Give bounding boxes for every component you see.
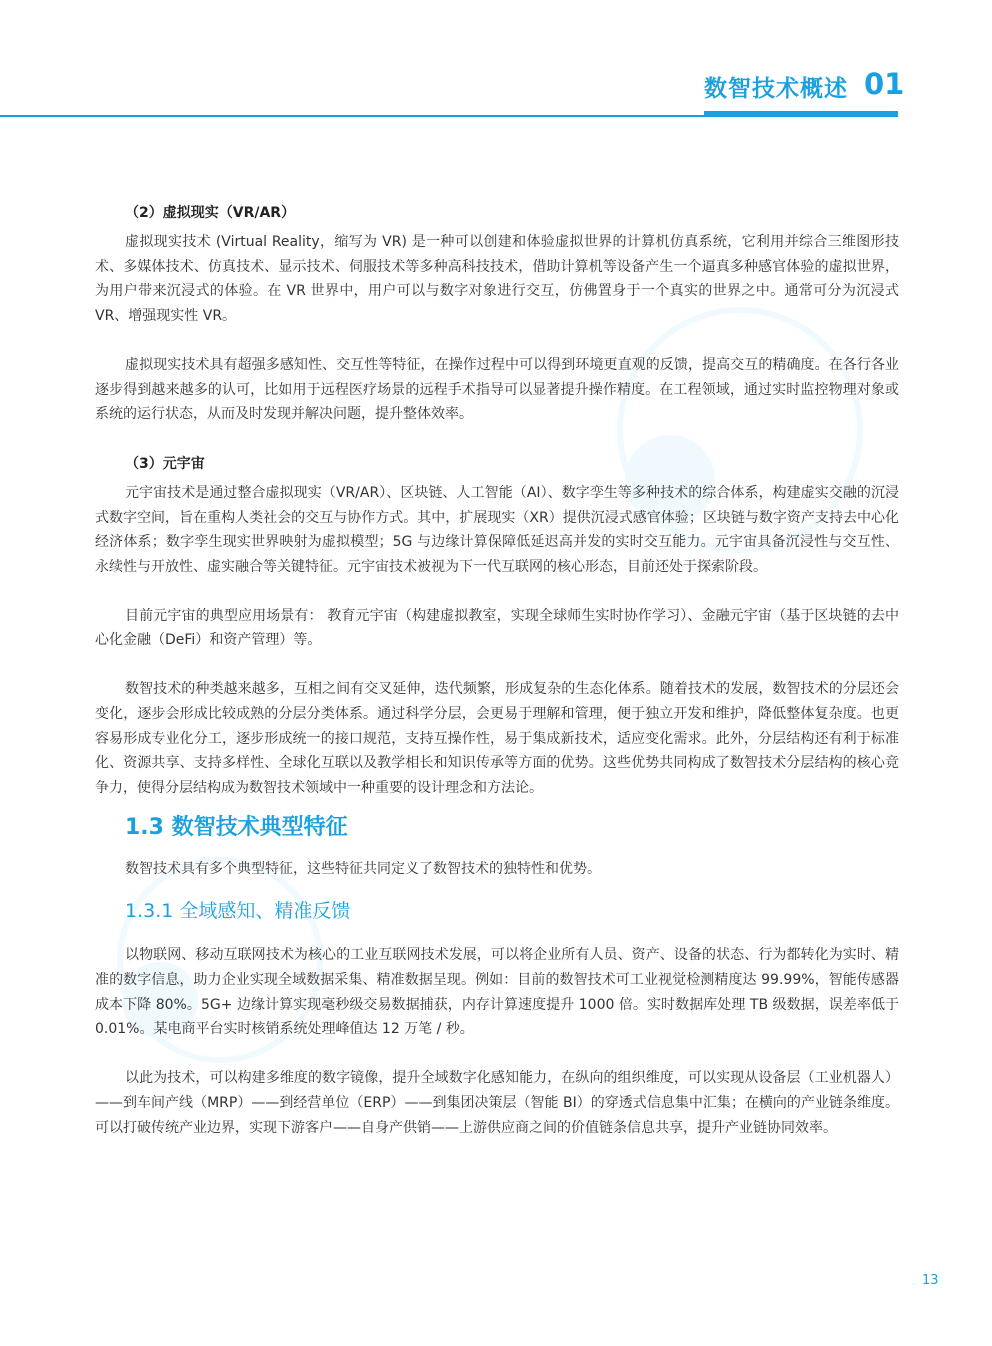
- section-1-3-1-paragraph-2: 以此为技术，可以构建多维度的数字镜像，提升全域数字化感知能力，在纵向的组织维度，可以实现从设备层（工业机器人）——到车间产线（MRP）——到经营单位（ERP）——到集团决策层（智能 BI）的穿透式信息集中汇集；在横向的产业链条维度。可以打破传统产业边界，实现下游客户——自身产供销——上游供应商之间的价值链条信息共享，提升产业链协同效率。: [95, 1070, 899, 1136]
- vr-heading: （2）虚拟现实（VR/AR）: [125, 205, 296, 221]
- header-accent-bar: [704, 111, 898, 116]
- chapter-title: 数智技术概述: [704, 76, 848, 102]
- vr-paragraph-1: 虚拟现实技术 (Virtual Reality，缩写为 VR) 是一种可以创建和体验虚拟世界的计算机仿真系统，它利用并综合三维图形技术、多媒体技术、仿真技术、显示技术、伺服技术等多种高科技技术，借助计算机等设备产生一个逼真多种感官体验的虚拟世界，为用户带来沉浸式的体验。在 VR 世界中，用户可以与数字对象进行交互，仿佛置身于一个真实的世界之中。通常可分为沉浸式 VR、增强现实性 VR。: [95, 234, 899, 325]
- layering-paragraph: 数智技术的种类越来越多，互相之间有交叉延伸，迭代频繁，形成复杂的生态化体系。随着技术的发展，数智技术的分层还会变化，逐步会形成比较成熟的分层分类体系。通过科学分层，会更易于理解和管理，便于独立开发和维护，降低整体复杂度。也更容易形成专业化分工，逐步形成统一的接口规范，支持互操作性，易于集成新技术，适应变化需求。此外，分层结构还有利于标准化、资源共享、支持多样性、全球化互联以及教学相长和知识传承等方面的优势。这些优势共同构成了数智技术分层结构的核心竞争力，使得分层结构成为数智技术领域中一种重要的设计理念和方法论。: [95, 681, 899, 796]
- section-1-3-intro: 数智技术具有多个典型特征，这些特征共同定义了数智技术的独特性和优势。: [125, 860, 601, 877]
- page-number: 13: [922, 1273, 939, 1288]
- section-1-3-1-title: 1.3.1 全域感知、精准反馈: [125, 900, 351, 923]
- metaverse-paragraph-1: 元宇宙技术是通过整合虚拟现实（VR/AR）、区块链、人工智能（AI）、数字孪生等多种技术的综合体系，构建虚实交融的沉浸式数字空间，旨在重构人类社会的交互与协作方式。其中，扩展现实（XR）提供沉浸式感官体验；区块链与数字资产支持去中心化经济体系；数字孪生现实世界映射为虚拟模型；5G 与边缘计算保障低延迟高并发的实时交互能力。元宇宙具备沉浸性与交互性、永续性与开放性、虚实融合等关键特征。元宇宙技术被视为下一代互联网的核心形态，目前还处于探索阶段。: [95, 484, 899, 576]
- metaverse-heading: （3）元宇宙: [125, 455, 205, 472]
- section-1-3-title: 1.3 数智技术典型特征: [125, 814, 348, 840]
- chapter-number: 01: [864, 67, 905, 101]
- metaverse-paragraph-2: 目前元宇宙的典型应用场景有： 教育元宇宙（构建虚拟教室，实现全球师生实时协作学习）、金融元宇宙（基于区块链的去中心化金融（DeFi）和资产管理）等。: [95, 607, 899, 649]
- vr-paragraph-2: 虚拟现实技术具有超强多感知性、交互性等特征，在操作过程中可以得到环境更直观的反馈，提高交互的精确度。在各行各业逐步得到越来越多的认可，比如用于远程医疗场景的远程手术指导可以显著提升操作精度。在工程领域，通过实时监控物理对象或系统的运行状态，从而及时发现并解决问题，提升整体效率。: [95, 356, 899, 423]
- section-1-3-1-paragraph-1: 以物联网、移动互联网技术为核心的工业互联网技术发展，可以将企业所有人员、资产、设备的状态、行为都转化为实时、精准的数字信息，助力企业实现全域数据采集、精准数据呈现。例如：目前的数智技术可工业视觉检测精度达 99.99%，智能传感器成本下降 80%。5G+ 边缘计算实现毫秒级交易数据捕获，内存计算速度提升 1000 倍。实时数据库处理 TB 级数据，误差率低于 0.01%。某电商平台实时核销系统处理峰值达 12 万笔 / 秒。: [95, 947, 899, 1038]
- page-content: [95, 200, 899, 1140]
